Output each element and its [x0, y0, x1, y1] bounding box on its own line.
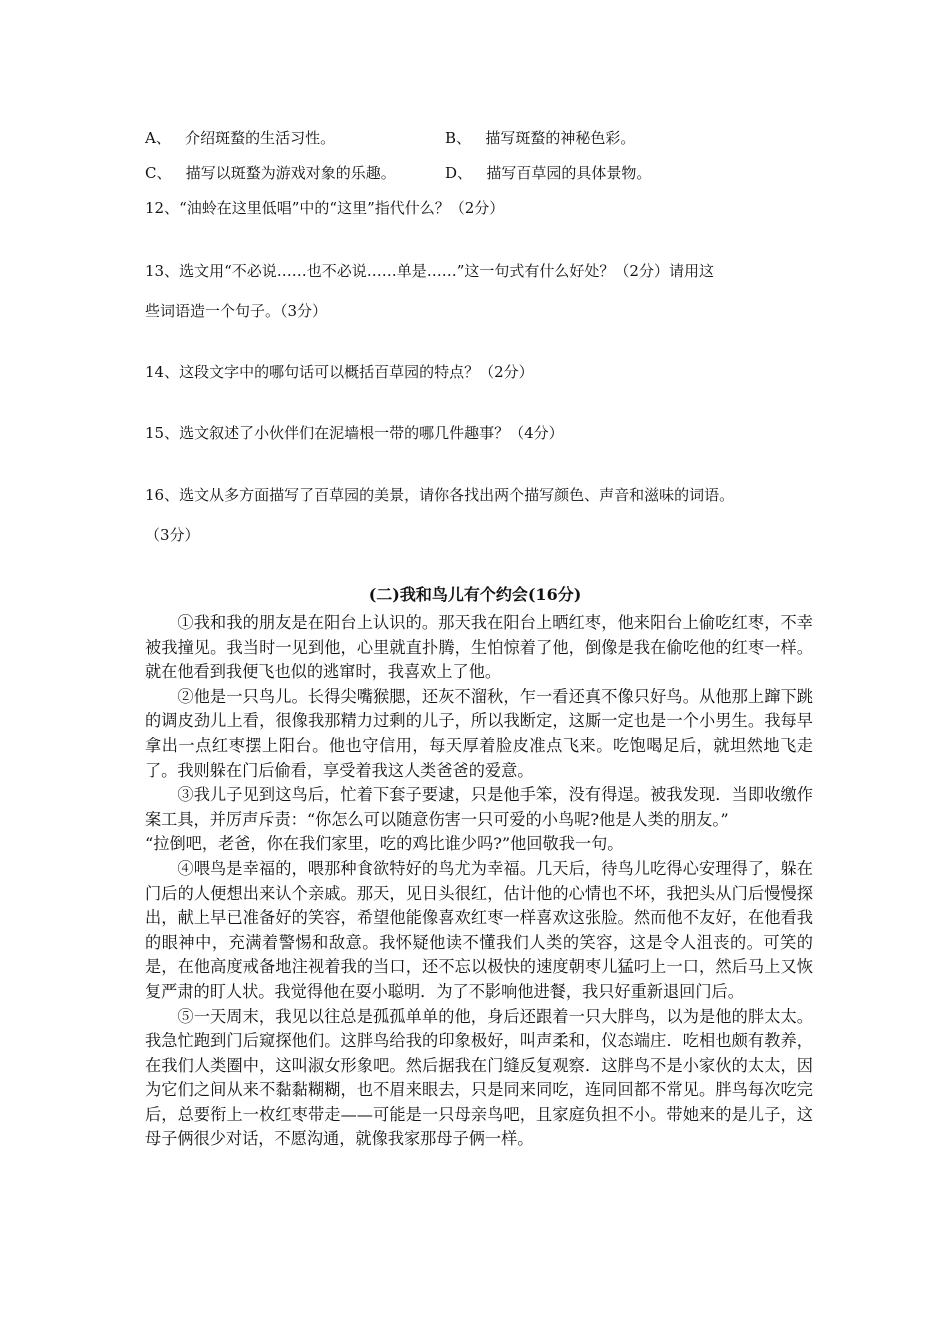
question-16-line-1: 16、选文从多方面描写了百草园的美景，请你各找出两个描写颜色、声音和滋味的词语。 — [145, 486, 735, 504]
option-a-letter: A、 — [145, 129, 171, 147]
reading-passage — [145, 611, 813, 1152]
paragraph-1: ①我和我的朋友是在阳台上认识的。那天我在阳台上晒红枣，他来阳台上偷吃红枣，不幸被我撞见。我当时一见到他，心里就直扑腾，生怕惊着了他，倒像是我在偷吃他的红枣一样。就在他看到我便飞也似的逃窜时，我喜欢上了他。 — [145, 613, 813, 682]
option-b — [445, 128, 635, 148]
paragraph-2: ②他是一只鸟儿。长得尖嘴猴腮，还灰不溜秋，乍一看还真不像只好鸟。从他那上蹿下跳的调皮劲儿上看，很像我那精力过剩的儿子，所以我断定，这厮一定也是一个小男生。我每早拿出一点红枣摆上阳台。他也守信用，每天厚着脸皮准点飞来。吃饱喝足后，就坦然地飞走了。我则躲在门后偷看，享受着我这人类爸爸的爱意。 — [145, 686, 813, 780]
option-d — [445, 163, 651, 183]
paragraph-4: ④喂鸟是幸福的，喂那种食欲特好的鸟尤为幸福。几天后，待鸟儿吃得心安理得了，躲在门后的人便想出来认个亲戚。那天，见日头很红，估计他的心情也不坏，我把头从门后慢慢探出，献上早已准备好的笑容，希望他能像喜欢红枣一样喜欢这张脸。然而他不友好，在他看我的眼神中，充满着警惕和敌意。我怀疑他读不懂我们人类的笑容，这是令人沮丧的。可笑的是，在他高度戒备地注视着我的当口，还不忘以极快的速度朝枣儿猛叼上一口，然后马上又恢复严肃的盯人状。我觉得他在耍小聪明．为了不影响他进餐，我只好重新退回门后。 — [145, 858, 813, 1001]
option-b-text: 描写斑蝥的神秘色彩。 — [485, 129, 636, 147]
paragraph-5: ⑤一天周末，我见以往总是孤孤单单的他，身后还跟着一只大胖鸟，以为是他的胖太太。我急忙跑到门后窥探他们。这胖鸟给我的印象极好，叫声柔和，仪态端庄．吃相也颇有教养，在我们人类圈中，这叫淑女形象吧。然后据我在门缝反复观察．这胖鸟不是小家伙的太太，因为它们之间从来不黏黏糊糊，也不眉来眼去，只是同来同吃，连同回都不常见。胖鸟每次吃完后，总要衔上一枚红枣带走——可能是一只母亲鸟吧，且家庭负担不小。带她来的是儿子，这母子俩很少对话，不愿沟通，就像我家那母子俩一样。 — [145, 1006, 813, 1149]
question-12: 12、“油蛉在这里低唱”中的“这里”指代什么？（2分） — [145, 199, 505, 217]
question-14: 14、这段文字中的哪句话可以概括百草园的特点？（2分） — [145, 363, 534, 381]
section-title: (二)我和鸟儿有个约会(16分) — [368, 585, 582, 604]
option-c-text: 描写以斑蝥为游戏对象的乐趣。 — [185, 164, 396, 182]
question-16-line-2: （3分） — [145, 526, 200, 544]
option-a — [145, 128, 335, 148]
option-c — [145, 163, 396, 183]
question-13-line-1: 13、选文用“不必说……也不必说……单是……”这一句式有什么好处？（2分）请用这 — [145, 262, 714, 280]
option-d-text: 描写百草园的具体景物。 — [486, 164, 652, 182]
option-b-letter: B、 — [445, 129, 472, 147]
question-13-line-2: 些词语造一个句子。（3分） — [145, 302, 328, 320]
paragraph-3-dialogue: “拉倒吧，老爸，你在我们家里，吃的鸡比谁少吗?”他回敬我一句。 — [145, 834, 624, 854]
option-a-text: 介绍斑蝥的生活习性。 — [185, 129, 336, 147]
paragraph-3: ③我儿子见到这鸟后，忙着下套子要逮，只是他手笨，没有得逞。被我发现．当即收缴作案工具，并厉声斥责：“你怎么可以随意伤害一只可爱的小鸟呢?他是人类的朋友。” — [145, 785, 813, 829]
option-d-letter: D、 — [445, 164, 473, 182]
question-15: 15、选文叙述了小伙伴们在泥墙根一带的哪几件趣事？（4分） — [145, 424, 564, 442]
option-c-letter: C、 — [145, 164, 172, 182]
